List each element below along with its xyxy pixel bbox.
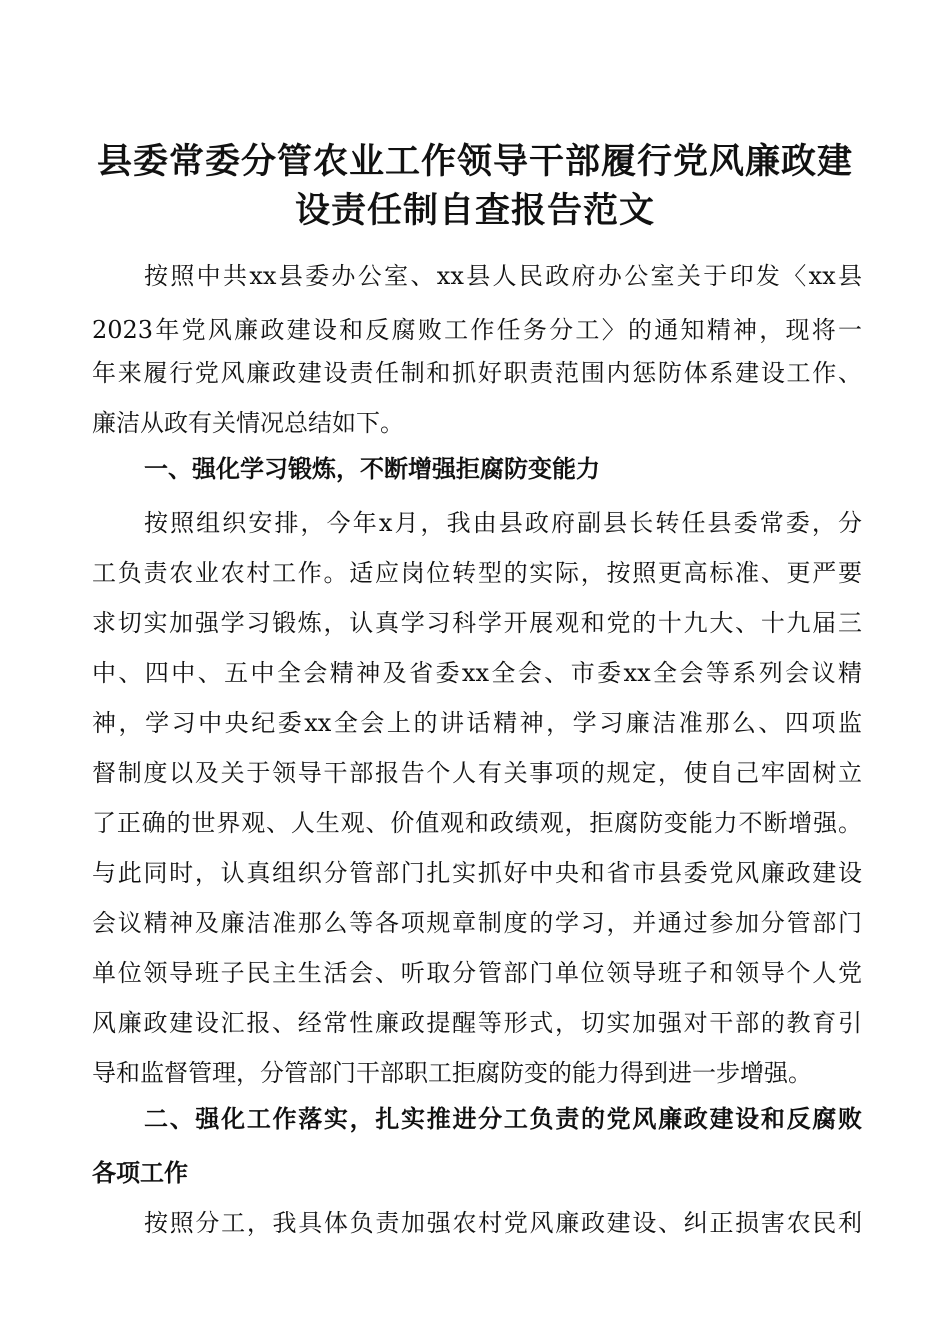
section-1-paragraph-line: 导和监督管理，分管部门干部职工拒腐防变的能力得到进一步增强。 — [92, 1059, 812, 1087]
section-1-paragraph-line: 督制度以及关于领导干部报告个人有关事项的规定，使自己牢固树立 — [92, 759, 862, 787]
section-1-paragraph-line: 中、四中、五中全会精神及省委xx全会、市委xx全会等系列会议精 — [92, 659, 862, 687]
document-title-line-1: 县委常委分管农业工作领导干部履行党风廉政建 — [96, 142, 853, 182]
intro-paragraph-line: 2023年党风廉政建设和反腐败工作任务分工〉的通知精神，现将一 — [92, 316, 862, 344]
section-2-paragraph-line: 按照分工，我具体负责加强农村党风廉政建设、纠正损害农民利 — [144, 1209, 862, 1237]
document-title-line-2: 设责任制自查报告范文 — [294, 191, 655, 231]
section-1-paragraph-line: 会议精神及廉洁准那么等各项规章制度的学习，并通过参加分管部门 — [92, 909, 862, 937]
section-1-paragraph-line: 风廉政建设汇报、经常性廉政提醒等形式，切实加强对干部的教育引 — [92, 1009, 862, 1037]
section-1-paragraph-line: 神，学习中央纪委xx全会上的讲话精神，学习廉洁准那么、四项监 — [92, 709, 862, 737]
section-2-heading-line-2: 各项工作 — [92, 1159, 188, 1187]
section-1-heading: 一、强化学习锻炼，不断增强拒腐防变能力 — [144, 455, 600, 483]
intro-paragraph-line: 按照中共xx县委办公室、xx县人民政府办公室关于印发〈xx县 — [144, 262, 862, 290]
intro-paragraph-line: 廉洁从政有关情况总结如下。 — [92, 409, 404, 437]
section-1-paragraph-line: 按照组织安排，今年x月，我由县政府副县长转任县委常委，分 — [144, 509, 862, 537]
section-1-paragraph-line: 与此同时，认真组织分管部门扎实抓好中央和省市县委党风廉政建设 — [92, 859, 862, 887]
section-1-paragraph-line: 单位领导班子民主生活会、听取分管部门单位领导班子和领导个人党 — [92, 959, 862, 987]
section-1-paragraph-line: 了正确的世界观、人生观、价值观和政绩观，拒腐防变能力不断增强。 — [92, 809, 862, 837]
section-1-paragraph-line: 求切实加强学习锻炼，认真学习科学开展观和党的十九大、十九届三 — [92, 609, 862, 637]
section-2-heading-line-1: 二、强化工作落实，扎实推进分工负责的党风廉政建设和反腐败 — [144, 1105, 862, 1133]
intro-paragraph-line: 年来履行党风廉政建设责任制和抓好职责范围内惩防体系建设工作、 — [92, 359, 862, 387]
section-1-paragraph-line: 工负责农业农村工作。适应岗位转型的实际，按照更高标准、更严要 — [92, 559, 862, 587]
